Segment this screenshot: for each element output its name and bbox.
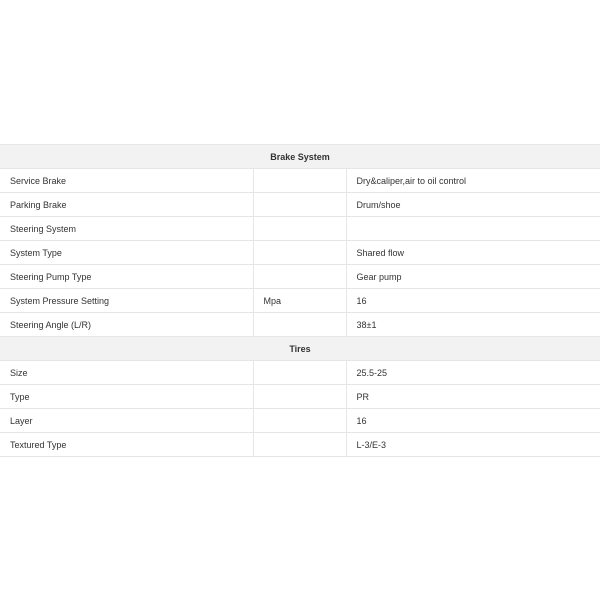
spec-value: Shared flow	[346, 241, 600, 265]
spec-label: Textured Type	[0, 433, 253, 457]
spec-unit	[253, 313, 346, 337]
spec-value: PR	[346, 385, 600, 409]
spec-value: 38±1	[346, 313, 600, 337]
section-header-brake-system	[0, 145, 600, 169]
table-row	[0, 385, 600, 409]
spec-label: Steering Angle (L/R)	[0, 313, 253, 337]
spec-value	[346, 217, 600, 241]
spec-unit	[253, 265, 346, 289]
spec-value: Drum/shoe	[346, 193, 600, 217]
table-row	[0, 361, 600, 385]
spec-label: Parking Brake	[0, 193, 253, 217]
section-title: Tires	[0, 337, 600, 361]
spec-unit	[253, 169, 346, 193]
spec-unit	[253, 241, 346, 265]
spec-label: Service Brake	[0, 169, 253, 193]
table-row	[0, 193, 600, 217]
spec-value: 16	[346, 289, 600, 313]
spec-value: L-3/E-3	[346, 433, 600, 457]
spec-value: 25.5-25	[346, 361, 600, 385]
spec-value: 16	[346, 409, 600, 433]
spec-label: Steering System	[0, 217, 253, 241]
spec-label: Size	[0, 361, 253, 385]
spec-table	[0, 144, 600, 457]
spec-value: Gear pump	[346, 265, 600, 289]
spec-unit	[253, 433, 346, 457]
spec-unit	[253, 409, 346, 433]
spec-label: Layer	[0, 409, 253, 433]
table-row	[0, 241, 600, 265]
section-header-tires	[0, 337, 600, 361]
table-row	[0, 289, 600, 313]
table-row	[0, 265, 600, 289]
table-row	[0, 217, 600, 241]
spec-label: Type	[0, 385, 253, 409]
spec-unit	[253, 217, 346, 241]
table-row	[0, 313, 600, 337]
spec-label: System Type	[0, 241, 253, 265]
table-row	[0, 409, 600, 433]
spec-unit	[253, 361, 346, 385]
spec-label: Steering Pump Type	[0, 265, 253, 289]
spec-unit	[253, 385, 346, 409]
table-row	[0, 433, 600, 457]
section-title: Brake System	[0, 145, 600, 169]
table-row	[0, 169, 600, 193]
spec-label: System Pressure Setting	[0, 289, 253, 313]
spec-unit	[253, 193, 346, 217]
spec-unit: Mpa	[253, 289, 346, 313]
spec-value: Dry&caliper,air to oil control	[346, 169, 600, 193]
